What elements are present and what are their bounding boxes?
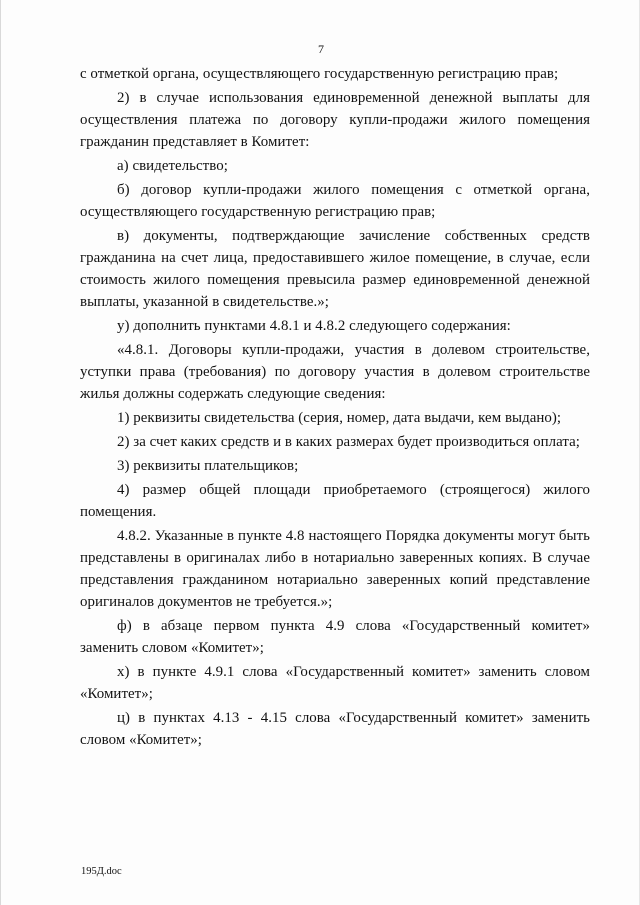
page-number: 7 xyxy=(318,42,324,56)
document-body xyxy=(80,63,590,751)
paragraph: 3) реквизиты плательщиков; xyxy=(117,458,299,474)
paragraph: 4) размер общей площади приобретаемого (строящегося) жилого помещения. xyxy=(80,482,590,520)
paragraph: х) в пункте 4.9.1 слова «Государственный комитет» заменить словом «Комитет»; xyxy=(80,664,590,702)
paragraph: ц) в пунктах 4.13 - 4.15 слова «Государственный комитет» заменить словом «Комитет»; xyxy=(80,710,590,748)
paragraph: в) документы, подтверждающие зачисление собственных средств гражданина на счет лица, предоставившего жилое помещение, в случае, если стоимость жилого помещения превысила размер единовременной денежной выплаты, указанной в свидетельстве.»; xyxy=(80,228,590,310)
paragraph: 2) за счет каких средств и в каких размерах будет производиться оплата; xyxy=(117,434,580,450)
paragraph: с отметкой органа, осуществляющего государственную регистрацию прав; xyxy=(80,66,559,82)
paragraph: 4.8.2. Указанные в пункте 4.8 настоящего Порядка документы могут быть представлены в оригиналах либо в нотариально заверенных копиях. В случае представления гражданином нотариально заверенных копий представление оригиналов документов не требуется.»; xyxy=(80,528,590,610)
paragraph: 1) реквизиты свидетельства (серия, номер, дата выдачи, кем выдано); xyxy=(117,410,562,426)
paragraph: ф) в абзаце первом пункта 4.9 слова «Государственный комитет» заменить словом «Комитет»; xyxy=(80,618,590,656)
paragraph: у) дополнить пунктами 4.8.1 и 4.8.2 следующего содержания: xyxy=(117,318,511,334)
paragraph: «4.8.1. Договоры купли-продажи, участия в долевом строительстве, уступки права (требования) по договору участия в долевом строительстве жилья должны содержать следующие сведения: xyxy=(80,342,590,402)
paragraph: 2) в случае использования единовременной денежной выплаты для осуществления платежа по договору купли-продажи жилого помещения гражданин представляет в Комитет: xyxy=(80,90,590,150)
paragraph: б) договор купли-продажи жилого помещения с отметкой органа, осуществляющего государственную регистрацию прав; xyxy=(80,182,590,220)
paragraph: а) свидетельство; xyxy=(117,158,228,174)
file-name-footer: 195Д.doc xyxy=(81,866,122,877)
